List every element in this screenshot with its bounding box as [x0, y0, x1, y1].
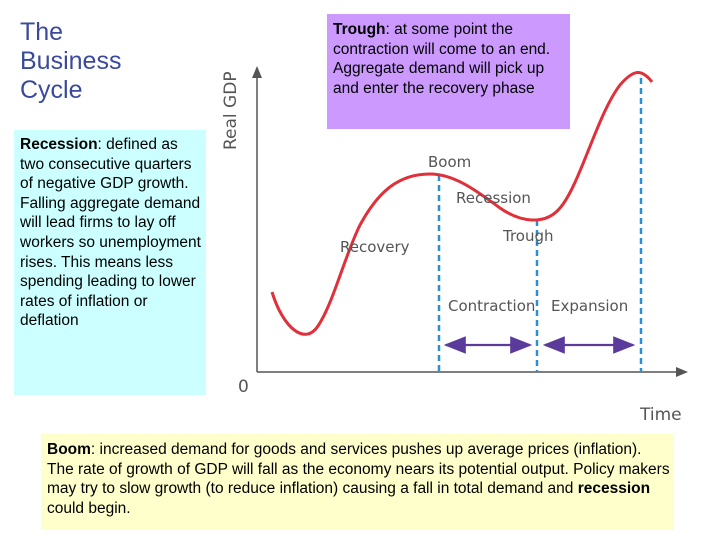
- y-axis-arrowhead: [252, 66, 262, 78]
- origin-label: 0: [238, 377, 249, 397]
- title-line-3: Cycle: [20, 76, 83, 104]
- x-axis-label: Time: [640, 405, 682, 425]
- boom-definition-box: [41, 434, 674, 530]
- boom-description-end: could begin.: [47, 499, 131, 517]
- recovery-label: Recovery: [340, 238, 410, 256]
- recession-description: : defined as two consecutive quarters of negative GDP growth. Falling aggregate demand will lead firms to lay off workers so unemployment rises. This means less spending leading to lower rates of inflation or deflation: [20, 136, 201, 330]
- title-line-1: The: [20, 18, 64, 46]
- expansion-label: Expansion: [551, 297, 629, 315]
- trough-term: Trough: [333, 21, 386, 38]
- x-axis-arrowhead: [676, 367, 688, 377]
- trough-definition-box: [327, 14, 570, 129]
- y-axis-label: Real GDP: [221, 71, 241, 150]
- recession-term: Recession: [20, 136, 98, 153]
- boom-description: : increased demand for goods and services pushes up average prices (inflation). The rate of growth of GDP will fall as the economy nears its potential output. Policy makers may try to slow growth (to reduce inflation) causing a fall in total demand and: [47, 441, 670, 498]
- boom-recession-term: recession: [577, 480, 651, 498]
- title-line-2: Business: [20, 47, 122, 75]
- boom-label: Boom: [428, 153, 472, 171]
- trough-label: Trough: [503, 227, 554, 245]
- recession-definition-box: [14, 130, 206, 395]
- boom-term: Boom: [47, 441, 91, 458]
- contraction-label: Contraction: [448, 297, 536, 315]
- trough-description: : at some point the contraction will come to an end. Aggregate demand will pick up and enter the recovery phase: [333, 21, 551, 97]
- recession-label: Recession: [456, 189, 531, 207]
